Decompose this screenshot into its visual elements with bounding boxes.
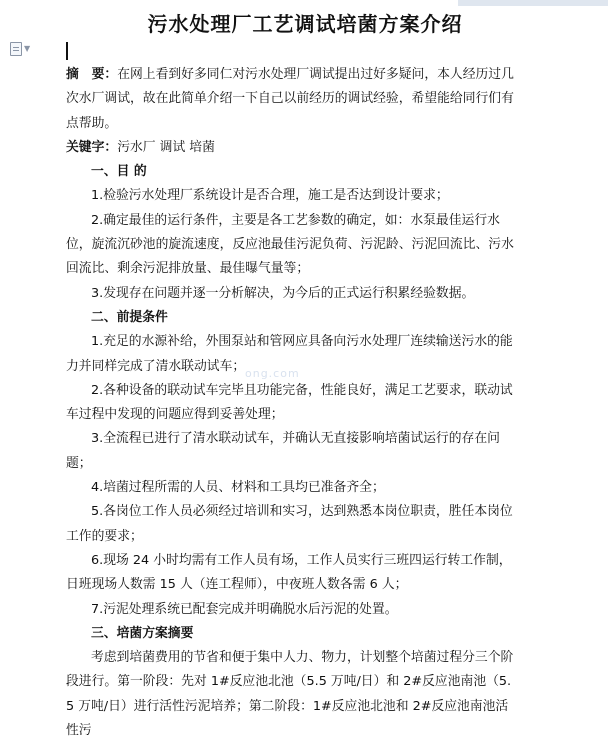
summary-paragraph bbox=[66, 63, 518, 136]
chevron-down-icon: ▼ bbox=[24, 44, 31, 53]
document-menu-icon[interactable] bbox=[10, 41, 34, 57]
section-1-item-3: 3.发现存在问题并逐一分析解决，为今后的正式运行积累经验数据。 bbox=[91, 285, 475, 301]
section-2-heading: 二、前提条件 bbox=[91, 309, 168, 325]
top-toolbar-strip bbox=[458, 0, 608, 6]
section-1-heading: 一、目 的 bbox=[91, 164, 147, 180]
keywords-paragraph bbox=[66, 136, 518, 160]
section-3-text: 考虑到培菌费用的节省和便于集中人力、物力，计划整个培菌过程分三个阶段进行。第一阶段：先对 1#反应池北池（5.5 万吨/日）和 2#反应池南池（5.5 万吨/日）进行活性污泥培养；第二阶段：1#反应池北池和 2#反应池南池活性污 bbox=[66, 650, 514, 739]
section-1-item-1: 1.检验污水处理厂系统设计是否合理，施工是否达到设计要求； bbox=[91, 188, 449, 204]
page-title: 污水处理厂工艺调试培菌方案介绍 bbox=[147, 12, 463, 36]
section-2-item-6: 6.现场 24 小时均需有工作人员有场，工作人员实行三班四运行转工作制，日班现场人数需 15 人（连工程师），中夜班人数各需 6 人； bbox=[66, 552, 512, 593]
watermark-text: ong.com bbox=[245, 367, 300, 380]
section-2-item-3: 3.全流程已进行了清水联动试车，并确认无直接影响培菌试运行的存在问题； bbox=[66, 431, 500, 471]
document-body[interactable] bbox=[66, 63, 518, 743]
document-page-icon bbox=[10, 42, 22, 56]
keywords-label: 关键字： bbox=[66, 139, 118, 155]
section-2-item-4: 4.培菌过程所需的人员、材料和工具均已准备齐全； bbox=[91, 480, 385, 496]
section-2-item-1: 1.充足的水源补给，外围泵站和管网应具备向污水处理厂连续输送污水的能力并同样完成了清水联动试车； bbox=[66, 334, 513, 374]
section-2-item-7: 7.污泥处理系统已配套完成并明确脱水后污泥的处置。 bbox=[91, 601, 398, 617]
summary-text: 在网上看到好多同仁对污水处理厂调试提出过好多疑问，本人经历过几次水厂调试，故在此简单介绍一下自己以前经历的调试经验，希望能给同行们有点帮助。 bbox=[66, 67, 514, 131]
summary-label: 摘 要： bbox=[66, 67, 118, 82]
section-2-item-5: 5.各岗位工作人员必须经过培训和实习，达到熟悉本岗位职责，胜任本岗位工作的要求； bbox=[66, 504, 513, 544]
keywords-text: 污水厂 调试 培菌 bbox=[117, 139, 215, 155]
section-1-item-2: 2.确定最佳的运行条件，主要是各工艺参数的确定，如：水泵最佳运行水位，旋流沉砂池的旋流速度，反应池最佳污泥负荷、污泥龄、污泥回流比、污水回流比、剩余污泥排放量、最佳曝气量等； bbox=[66, 212, 514, 277]
section-2-item-2: 2.各种设备的联动试车完毕且功能完备，性能良好，满足工艺要求，联动试车过程中发现的问题应得到妥善处理； bbox=[66, 382, 513, 423]
section-3-heading: 三、培菌方案摘要 bbox=[91, 625, 194, 641]
text-cursor bbox=[66, 42, 68, 60]
